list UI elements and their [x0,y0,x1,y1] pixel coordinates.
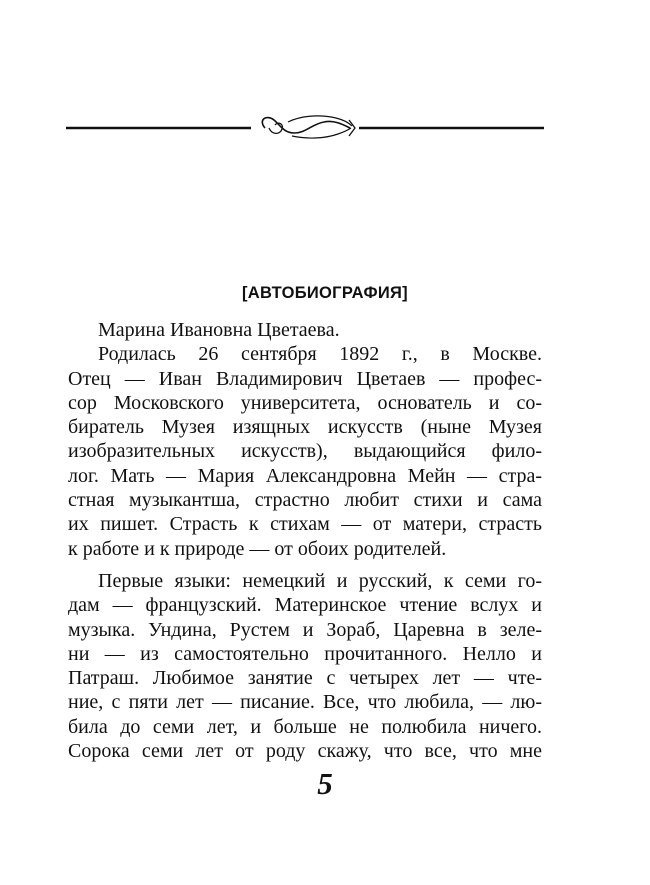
flourish-divider-icon [66,108,544,148]
page-number: 5 [317,766,333,801]
text-line: Марина Ивановна Цветаева. [98,319,340,341]
text-line: ние, с пяти лет — писание. Все, что любила, — лю- [68,691,542,714]
paragraph [68,569,542,763]
text-line: била до семи лет, и больше не полюбила ничего. [68,715,542,738]
page-title: [АВТОБИОГРАФИЯ] [242,284,408,302]
paragraph [68,318,542,342]
paragraph [68,342,542,561]
text-line: стная музыкантша, страстно любит стихи и сама [68,489,542,512]
text-line: Отец — Иван Владимирович Цветаев — профес- [68,367,542,390]
text-line: лог. Мать — Мария Александровна Мейн — стра- [68,464,542,487]
text-line: Родилась 26 сентября 1892 г., в Москве. [98,343,542,366]
text-line: сор Московского университета, основатель и со- [68,391,542,414]
text-line: их пишет. Страсть к стихам — от матери, страсть [68,513,542,536]
body-text [68,318,542,763]
text-line: музыка. Ундина, Рустем и Зораб, Царевна в зеле- [68,618,542,641]
text-line: ни — из самостоятельно прочитанного. Нелло и [68,642,542,665]
text-line: к работе и к природе — от обоих родителей. [68,537,447,560]
text-line: Первые языки: немецкий и русский, к семи го- [98,569,542,592]
text-line: Патраш. Любимое занятие с четырех лет — чте- [68,667,542,690]
text-line: Сорока семи лет от роду скажу, что все, что мне [68,740,542,763]
text-line: биратель Музея изящных искусств (ныне Музея [68,416,542,439]
text-line: дам — французский. Материнское чтение вслух и [68,594,542,617]
text-line: изобразительных искусств), выдающийся фило- [68,440,542,463]
